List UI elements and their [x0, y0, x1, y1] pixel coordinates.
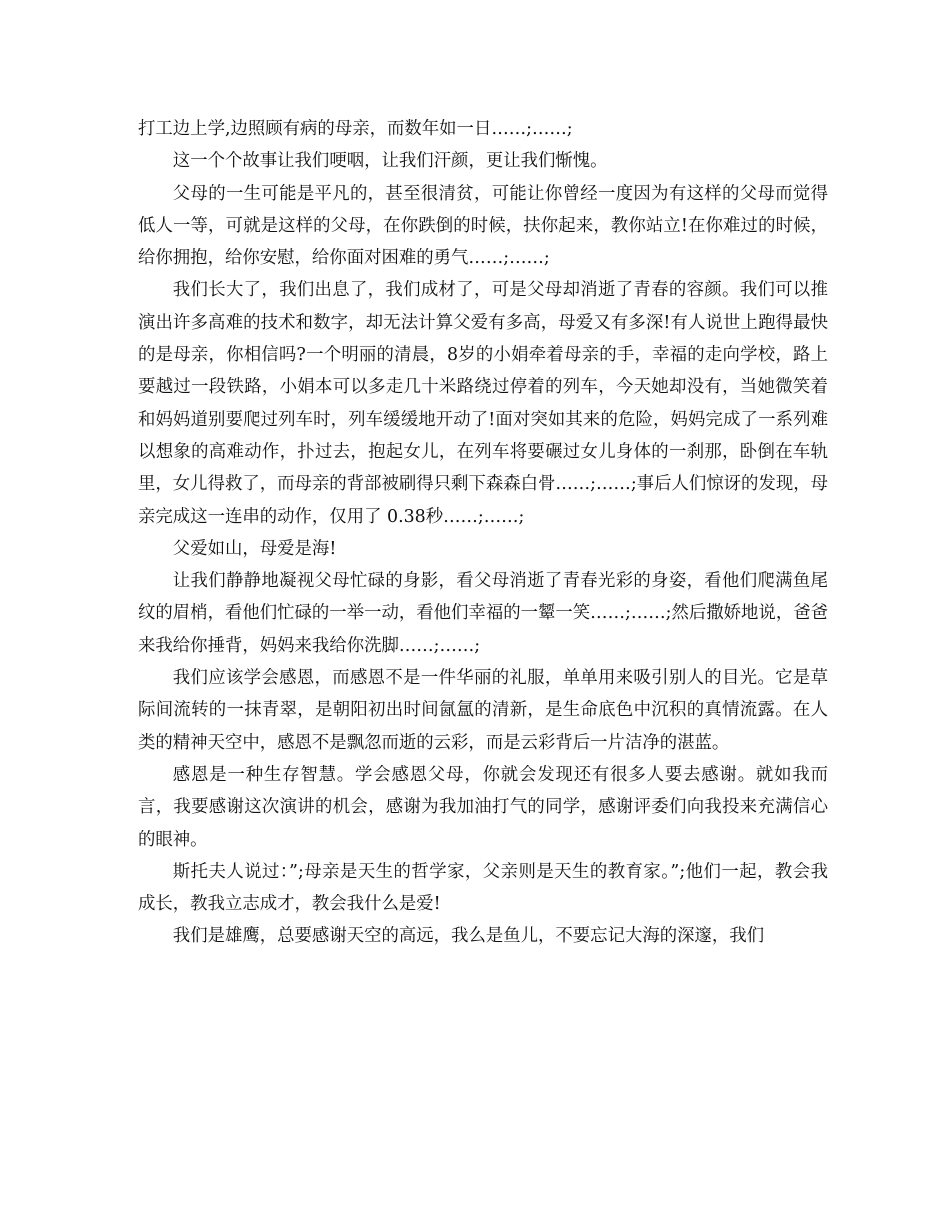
paragraph-10: 我们是雄鹰，总要感谢天空的高远，我么是鱼儿，不要忘记大海的深邃，我们 [172, 926, 765, 947]
paragraph-3: 父母的一生可能是平凡的，甚至很清贫，可能让你曾经一度因为有这样的父母而觉得低人一等，可就是这样的父母，在你跌倒的时候，扶你起来，教你站立!在你难过的时候，给你拥抱，给你安慰，给你面对困难的勇气……;……; [138, 183, 828, 269]
paragraph-4: 我们长大了，我们出息了，我们成材了，可是父母却消逝了青春的容颜。我们可以推演出许多高难的技术和数字，却无法计算父爱有多高，母爱又有多深!有人说世上跑得最快的是母亲，你相信吗?一个明丽的清晨，8岁的小娟牵着母亲的手，幸福的走向学校，路上要越过一段铁路，小娟本可以多走几十米路绕过停着的列车，今天她却没有，当她微笑着和妈妈道别要爬过列车时，列车缓缓地开动了!面对突如其来的危险，妈妈完成了一系列难以想象的高难动作，扑过去，抱起女儿，在列车将要碾过女儿身体的一刹那，卧倒在车轨里，女儿得救了，而母亲的背部被刷得只剩下森森白骨……;……;事后人们惊讶的发现，母亲完成这一连串的动作，仅用了 0.38秒……;……; [138, 280, 828, 527]
paragraph-1: 打工边上学,边照顾有病的母亲，而数年如一日……;……; [138, 119, 573, 139]
paragraph-2: 这一个个故事让我们哽咽，让我们汗颜，更让我们惭愧。 [172, 151, 608, 172]
paragraph-8: 感恩是一种生存智慧。学会感恩父母，你就会发现还有很多人要去感谢。就如我而言，我要感谢这次演讲的机会，感谢为我加油打气的同学，感谢评委们向我投来充满信心的眼神。 [138, 764, 828, 850]
paragraph-9: 斯托夫人说过：”;母亲是天生的哲学家，父亲则是天生的教育家。”;他们一起，教会我成长，教我立志成才，教会我什么是爱! [138, 861, 828, 915]
paragraph-6: 让我们静静地凝视父母忙碌的身影，看父母消逝了青春光彩的身姿，看他们爬满鱼尾纹的眉梢，看他们忙碌的一举一动，看他们幸福的一颦一笑……;……;然后撒娇地说，爸爸来我给你捶背，妈妈来我给你洗脚……;……; [138, 571, 828, 656]
paragraph-7: 我们应该学会感恩，而感恩不是一件华丽的礼服，单单用来吸引别人的目光。它是草际间流转的一抹青翠，是朝阳初出时间氤氲的清新，是生命底色中沉积的真情流露。在人类的精神天空中，感恩不是飘忽而逝的云彩，而是云彩背后一片洁净的湛蓝。 [138, 668, 828, 753]
paragraph-5: 父爱如山，母爱是海! [172, 538, 337, 559]
document-body [138, 113, 828, 953]
